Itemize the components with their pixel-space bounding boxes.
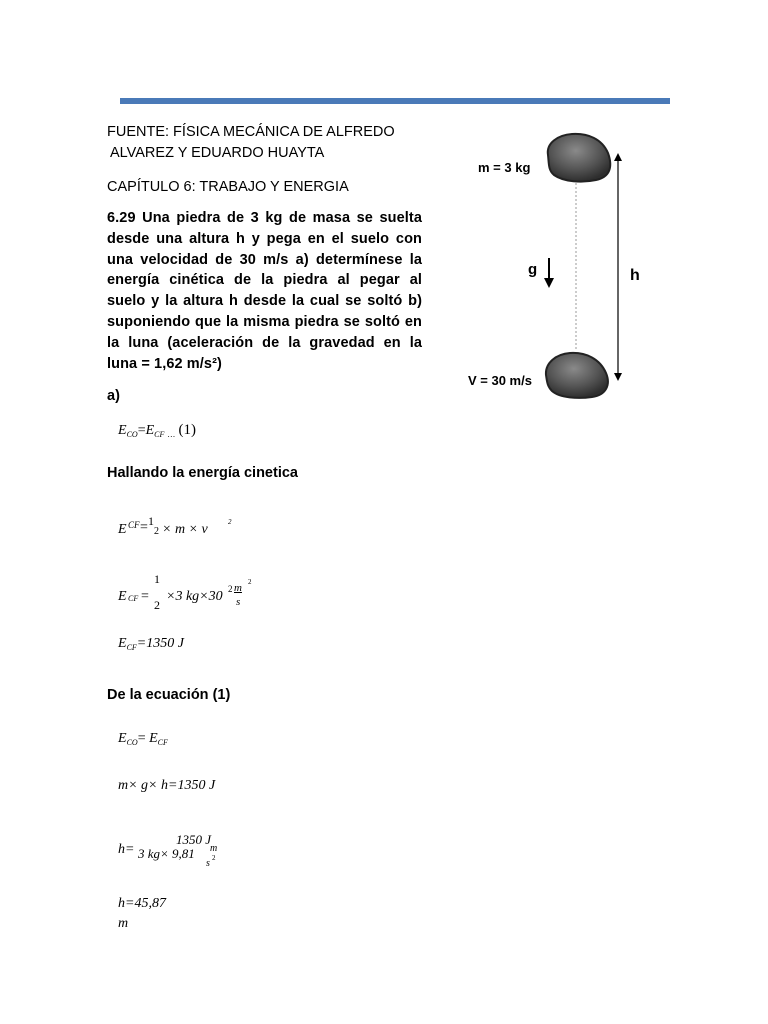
equation-1 [118,422,196,439]
eq3-sub: CF [128,594,139,603]
equation-7 [118,832,248,872]
eq3-den: 2 [154,598,160,612]
eq2-exp: 2 [228,518,232,526]
chapter-title: CAPÍTULO 6: TRABAJO Y ENERGIA [107,179,349,195]
eq7-den-unit: m [210,843,218,854]
bottom-stone-icon [546,353,608,398]
eq7-den: 3 kg× 9,81 [138,846,195,861]
eq5-sub-co: CO [126,738,138,747]
top-stone-icon [548,134,610,182]
eq3-equals: = [141,589,149,604]
falling-stone-diagram [460,125,660,410]
heading-from-equation: De la ecuación (1) [107,687,231,703]
eq3-num: 1 [154,572,160,586]
equation-2 [118,514,238,546]
eq2-equals: = [140,520,148,535]
eq2-sub: CF [128,520,140,530]
heading-kinetic-energy: Hallando la energía cinetica [107,465,298,481]
header-rule [120,98,670,104]
eq5-sub-cf: CF [157,738,168,747]
equation-8-line-2: m [118,916,129,931]
equation-6: m× g× h=1350 J [118,778,216,793]
height-arrow-down [614,373,622,381]
eq5-e: E [118,731,127,746]
eq1-e2: E [145,423,155,438]
eq4-e: E [118,636,127,651]
eq3-e: E [118,589,127,604]
eq1-sub-co: CO [126,430,138,439]
eq7-lhs: h= [118,842,135,857]
eq7-den-unit2: s [206,858,210,869]
eq3-unit-den: s [236,596,241,608]
eq7-den-exp: 2 [212,854,216,862]
source-line-2: ALVAREZ Y EDUARDO HUAYTA [110,145,325,161]
height-label: h [630,267,640,284]
mass-label: m = 3 kg [478,160,531,175]
height-arrow-up [614,153,622,161]
eq2-e: E [118,522,127,537]
eq1-equals: = [137,423,146,438]
eq4-sub: CF [126,643,137,652]
eq2-den: 2 [154,526,159,537]
eq1-ref: (1) [178,422,197,438]
equation-4 [118,636,184,652]
eq2-num: 1 [148,514,154,528]
gravity-arrow-head [544,278,554,288]
problem-statement: 6.29 Una piedra de 3 kg de masa se suelta desde una altura h y pega en el suelo con una velocidad de 30 m/s a) determínese la energía cinética de la piedra al pegar al suelo y la altura h desde la cual se soltó b) suponiendo que la misma piedra se soltó en la luna (aceleración de la gravedad en la luna = 1,62 m/s²) [107,210,422,372]
eq5-equals: = [137,731,150,746]
eq2-rest: × m × v [162,522,208,537]
source-line-1: FUENTE: FÍSICA MECÁNICA DE ALFREDO [107,124,395,140]
equation-3 [118,572,278,612]
equation-8-line-1: h=45,87 [118,896,166,911]
equation-5 [118,731,168,747]
eq3-exp: 2 [228,584,233,594]
eq1-e: E [118,423,127,438]
gravity-label: g [528,261,538,278]
part-a-label: a) [107,388,120,404]
eq3-unit-num: m [234,582,242,594]
eq7-num: 1350 J [176,832,212,847]
eq1-sub-cf: CF [154,430,165,439]
eq1-dots: … [167,430,176,439]
velocity-label: V = 30 m/s [468,373,532,388]
eq3-rest: ×3 kg×30 [166,589,223,604]
eq5-e2: E [149,731,158,746]
eq4-rest: =1350 J [136,636,184,651]
eq3-unit-exp: 2 [248,578,252,586]
